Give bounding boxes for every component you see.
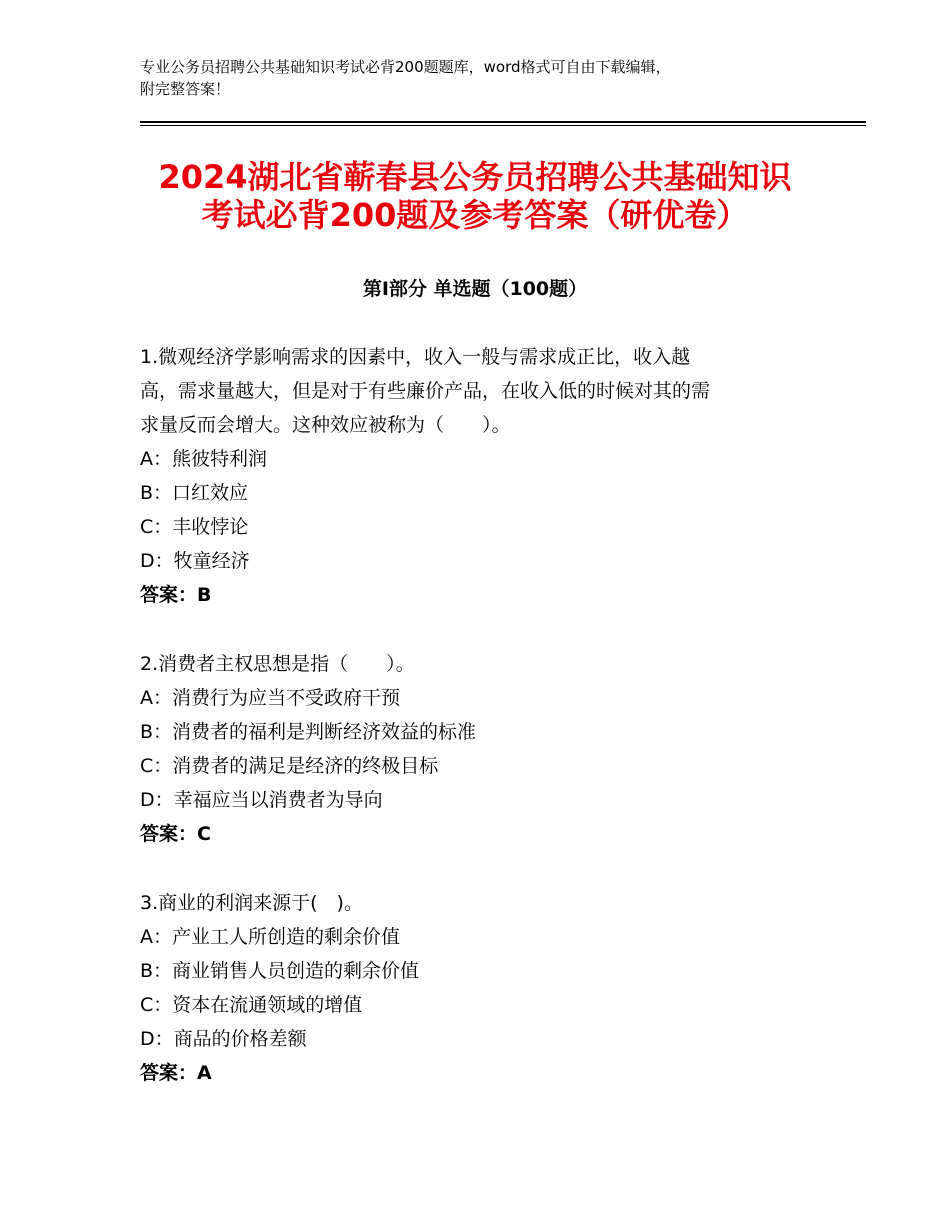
question-stem [140,340,820,442]
question-2 [140,647,820,851]
option-a: A：消费行为应当不受政府干预 [140,687,400,709]
section-heading: 第Ⅰ部分 单选题（100题） [362,278,588,300]
option-b: B：消费者的福利是判断经济效益的标准 [140,721,477,743]
answer-label: 答案：B [140,584,212,606]
question-stem-line: 2.消费者主权思想是指（ ）。 [140,653,415,675]
option-c: C：丰收悖论 [140,516,249,538]
option-b: B：口红效应 [140,482,249,504]
option-d: D：商品的价格差额 [140,1028,307,1050]
question-stem-line: 求量反而会增大。这种效应被称为（ ）。 [140,414,511,436]
document-title-line-2: 考试必背200题及参考答案（研优卷） [201,196,749,234]
question-stem [140,647,820,681]
option-a: A：熊彼特利润 [140,448,267,470]
header-note-line-1: 专业公务员招聘公共基础知识考试必背200题题库，word格式可自由下载编辑， [140,58,671,76]
option-b: B：商业销售人员创造的剩余价值 [140,960,420,982]
document-title-line-1: 2024湖北省蕲春县公务员招聘公共基础知识 [158,158,792,196]
answer-label: 答案：C [140,823,211,845]
answer-label: 答案：A [140,1062,212,1084]
option-a: A：产业工人所创造的剩余价值 [140,926,400,948]
option-c: C：资本在流通领域的增值 [140,994,363,1016]
question-stem-line: 3.商业的利润来源于( )。 [140,892,363,914]
option-d: D：幸福应当以消费者为导向 [140,789,383,811]
header-note [140,56,840,100]
question-stem-line: 高，需求量越大，但是对于有些廉价产品，在收入低的时候对其的需 [140,380,711,402]
header-note-line-2: 附完整答案！ [140,80,231,98]
header-rule-thick [140,121,866,123]
question-stem [140,886,820,920]
header-rule-thin [140,125,866,126]
option-c: C：消费者的满足是经济的终极目标 [140,755,439,777]
option-d: D：牧童经济 [140,550,250,572]
document-title [100,158,850,234]
question-1 [140,340,820,612]
question-stem-line: 1.微观经济学影响需求的因素中，收入一般与需求成正比，收入越 [140,346,691,368]
question-3 [140,886,820,1090]
